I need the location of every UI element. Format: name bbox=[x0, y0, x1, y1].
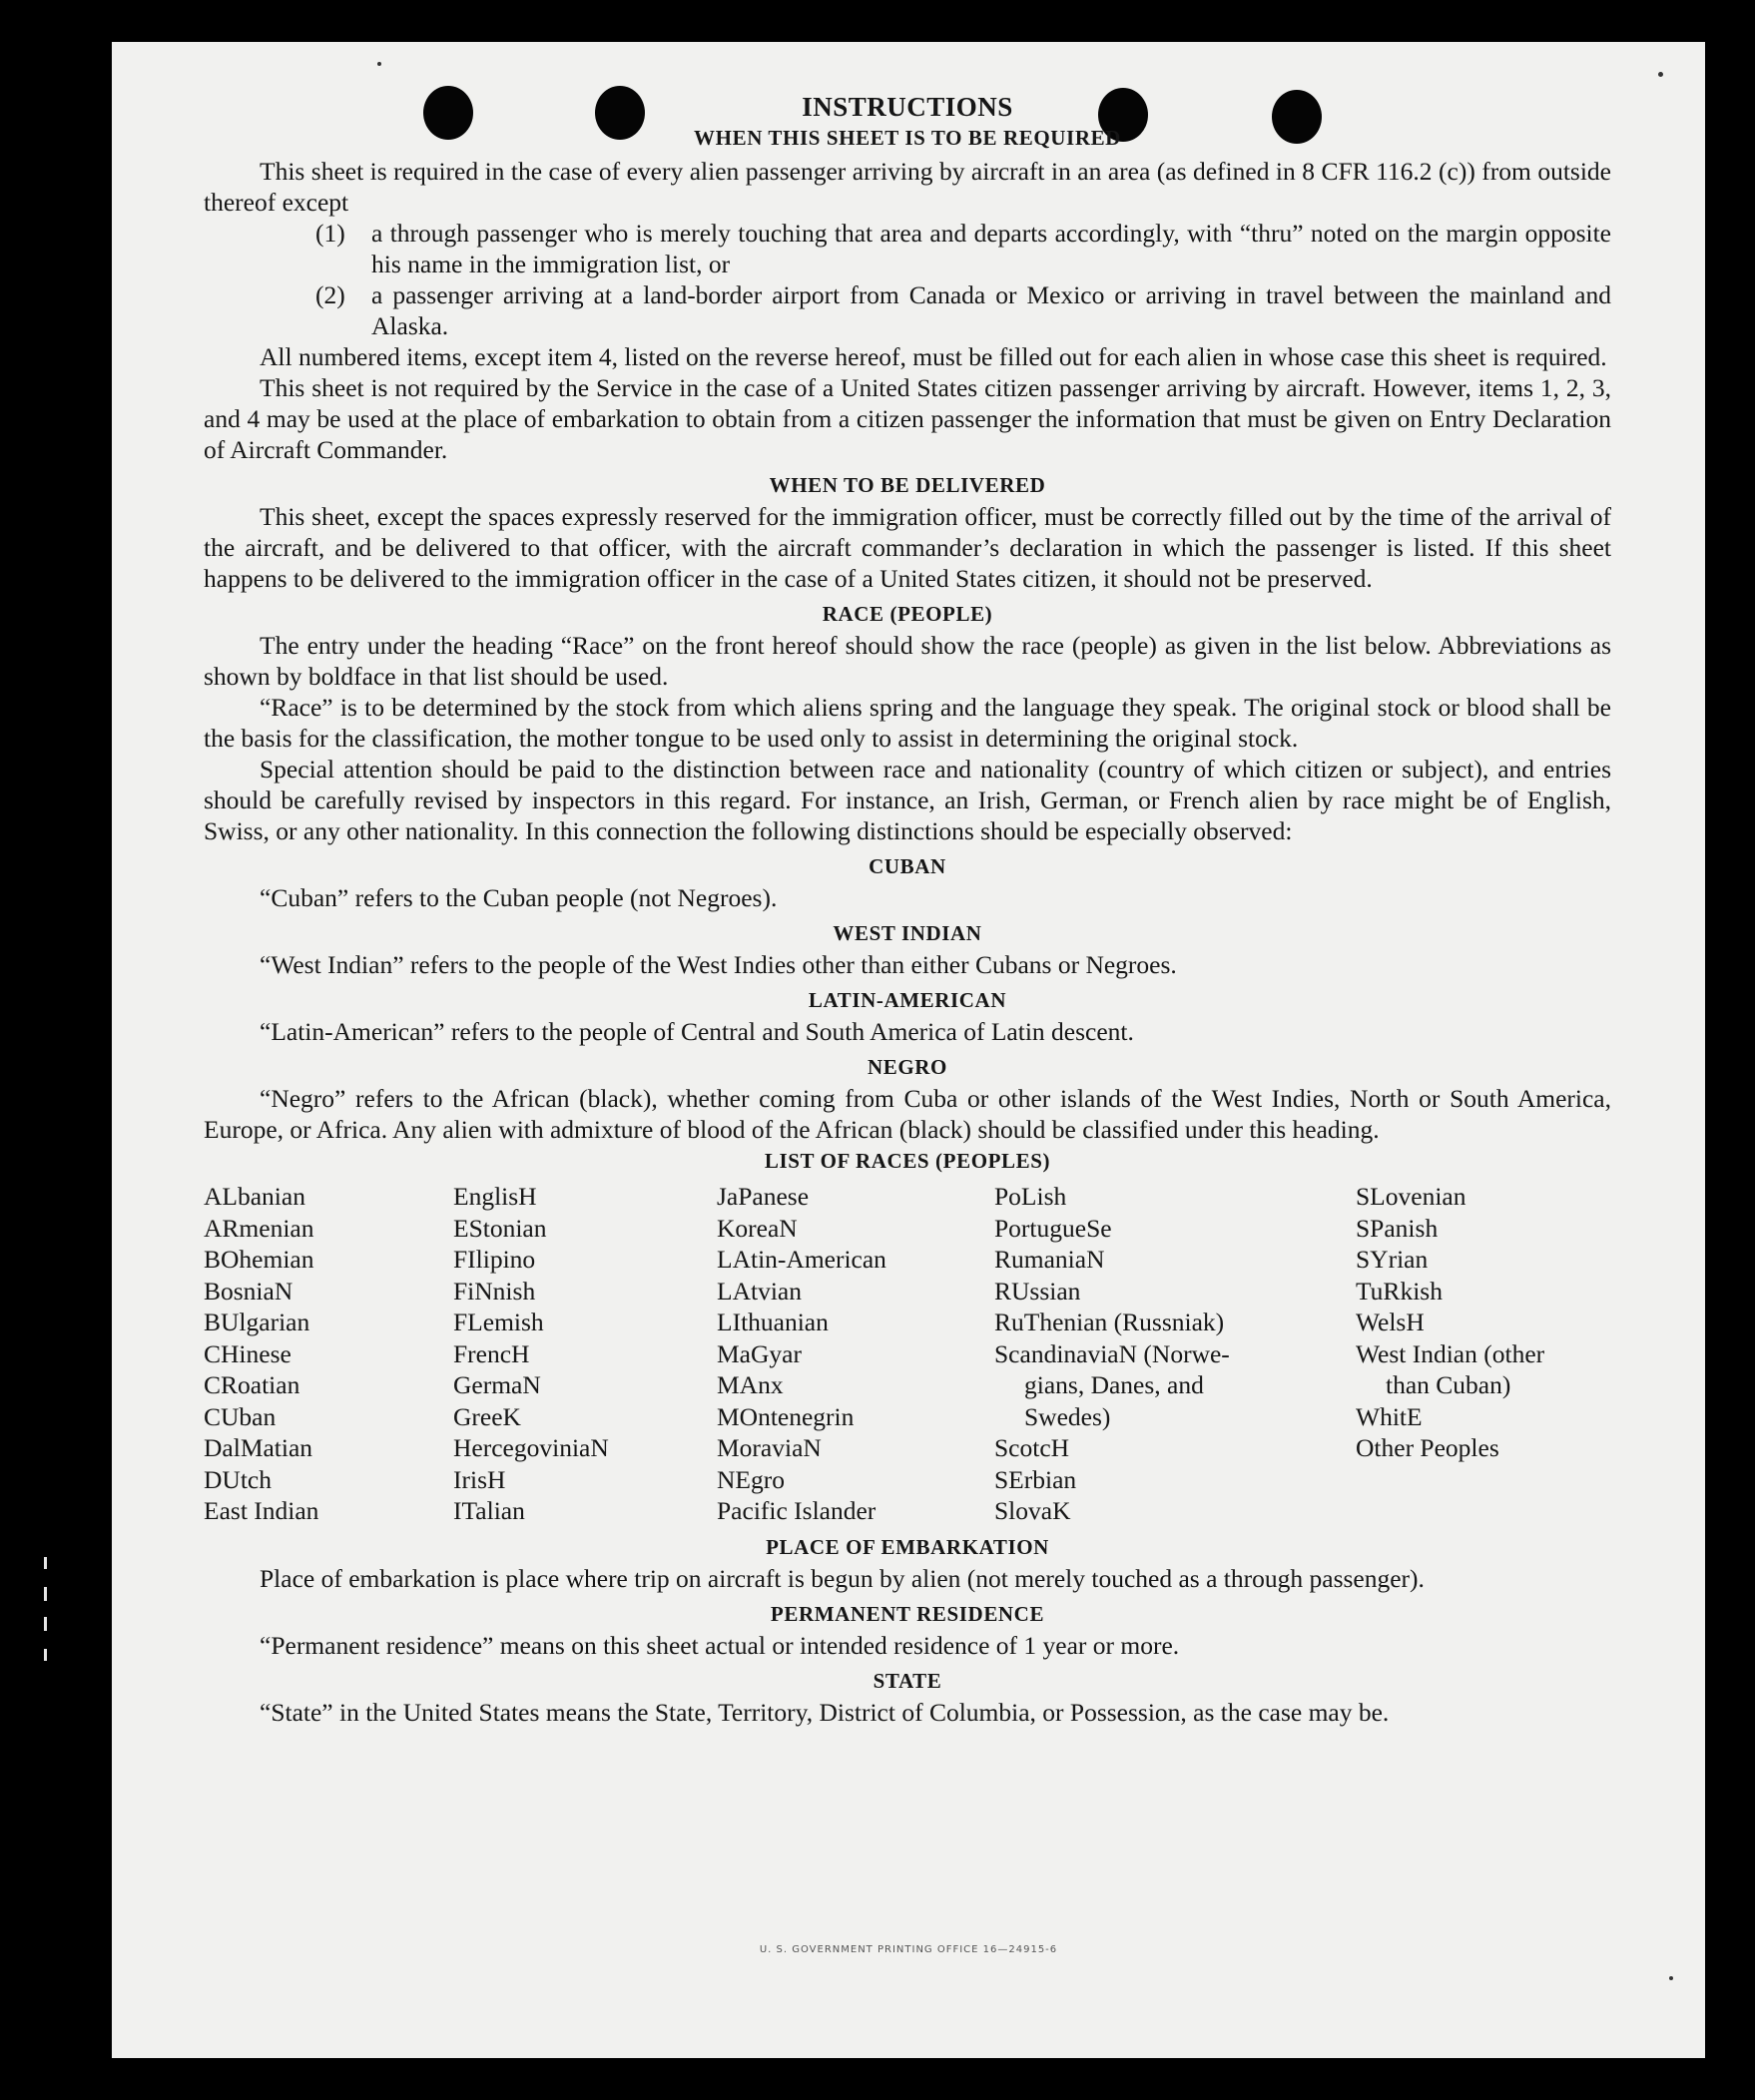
section-heading: PLACE OF EMBARKATION bbox=[766, 1534, 1049, 1559]
race-item: SlovaK bbox=[994, 1496, 1071, 1525]
race-item: West Indian (other bbox=[1356, 1338, 1545, 1368]
race-item: MoraviaN bbox=[717, 1433, 822, 1462]
race-item: ScotcH bbox=[994, 1433, 1070, 1462]
section-heading: LATIN-AMERICAN bbox=[808, 988, 1007, 1012]
race-item: RUssian bbox=[994, 1276, 1081, 1306]
race-item: LAtvian bbox=[717, 1276, 802, 1306]
race-column bbox=[453, 1181, 717, 1527]
race-item: DUtch bbox=[204, 1464, 272, 1494]
race-item: MaGyar bbox=[717, 1338, 802, 1368]
race-item: RuThenian (Russniak) bbox=[994, 1308, 1225, 1336]
race-item: ITalian bbox=[453, 1496, 525, 1525]
race-item: GermaN bbox=[453, 1370, 541, 1399]
paragraph: This sheet, except the spaces expressly reserved for the immigration officer, must be correctly filled out by the time of the arrival of the aircraft, and be delivered to that officer, with the aircraft commander’s declaration in which the passenger is listed. If this sheet happens to be delivered to the immigration officer in the case of a United States citizen, it should not be preserved. bbox=[204, 502, 1611, 593]
race-column bbox=[717, 1181, 994, 1527]
race-item: RumaniaN bbox=[994, 1245, 1105, 1274]
race-item: SLovenian bbox=[1356, 1182, 1466, 1211]
edge-mark bbox=[44, 1557, 47, 1569]
race-item: PoLish bbox=[994, 1182, 1067, 1211]
section-heading: WHEN THIS SHEET IS TO BE REQUIRED bbox=[694, 126, 1121, 150]
list-item: (2) a passenger arriving at a land-border airport from Canada or Mexico or arriving in travel between the mainland and Alaska. bbox=[315, 280, 1611, 340]
race-item: ARmenian bbox=[204, 1213, 314, 1243]
paragraph: “State” in the United States means the State, Territory, District of Columbia, or Possession, as the case may be. bbox=[260, 1697, 1390, 1727]
race-item: SPanish bbox=[1356, 1213, 1439, 1243]
race-item: WhitE bbox=[1356, 1401, 1423, 1431]
edge-mark bbox=[44, 1587, 47, 1601]
race-item: JaPanese bbox=[717, 1182, 810, 1211]
race-item: ScandinaviaN (Norwe- bbox=[994, 1338, 1230, 1368]
race-item: BosniaN bbox=[204, 1276, 293, 1306]
paragraph: All numbered items, except item 4, listed on the reverse hereof, must be filled out for each alien in whose case this sheet is required. bbox=[260, 342, 1607, 371]
race-item: MOntenegrin bbox=[717, 1401, 855, 1431]
speck bbox=[377, 62, 381, 66]
paragraph: Place of embarkation is place where trip on aircraft is begun by alien (not merely touched as a through passenger). bbox=[260, 1563, 1425, 1593]
race-item: GreeK bbox=[453, 1401, 521, 1431]
race-item: Pacific Islander bbox=[717, 1496, 877, 1525]
race-item: TuRkish bbox=[1356, 1276, 1443, 1306]
race-item: MAnx bbox=[717, 1370, 784, 1399]
paragraph: “Cuban” refers to the Cuban people (not Negroes). bbox=[260, 883, 778, 912]
race-column bbox=[994, 1181, 1356, 1527]
race-item: FIlipino bbox=[453, 1245, 536, 1274]
section-heading: NEGRO bbox=[867, 1055, 947, 1079]
paragraph: “Permanent residence” means on this sheet actual or intended residence of 1 year or more. bbox=[260, 1630, 1180, 1660]
race-item: gians, Danes, and bbox=[1024, 1370, 1204, 1399]
race-item: East Indian bbox=[204, 1496, 319, 1525]
paragraph: This sheet is not required by the Service in the case of a United States citizen passenger arriving by aircraft. However, items 1, 2, 3, and 4 may be used at the place of embarkation to obtain from a citizen passenger the information that must be given on Entry Declaration of Aircraft Commander. bbox=[204, 373, 1611, 464]
race-item: CUban bbox=[204, 1401, 277, 1431]
race-item: EStonian bbox=[453, 1213, 547, 1243]
race-item: PortugueSe bbox=[994, 1213, 1112, 1243]
race-item: FLemish bbox=[453, 1308, 544, 1336]
page-title: INSTRUCTIONS bbox=[802, 92, 1013, 122]
race-item: Swedes) bbox=[1024, 1401, 1111, 1431]
document-page bbox=[112, 42, 1705, 2058]
section-heading: WHEN TO BE DELIVERED bbox=[769, 473, 1046, 497]
race-item: SErbian bbox=[994, 1464, 1077, 1494]
race-item: SYrian bbox=[1356, 1245, 1429, 1274]
race-item: KoreaN bbox=[717, 1213, 798, 1243]
section-heading: STATE bbox=[873, 1668, 942, 1693]
race-item: Other Peoples bbox=[1356, 1433, 1499, 1462]
race-item: LIthuanian bbox=[717, 1308, 829, 1336]
instructions-body bbox=[204, 90, 1611, 1728]
race-list bbox=[204, 1181, 1611, 1527]
section-heading: LIST OF RACES (PEOPLES) bbox=[764, 1149, 1051, 1173]
paragraph: “Race” is to be determined by the stock from which aliens spring and the language they speak. The original stock or blood shall be the basis for the classification, the mother tongue to be used only to assist in determining the original stock. bbox=[204, 693, 1611, 753]
section-heading: WEST INDIAN bbox=[833, 921, 982, 945]
section-heading: CUBAN bbox=[869, 854, 946, 878]
race-item: ALbanian bbox=[204, 1182, 305, 1211]
race-item: DalMatian bbox=[204, 1433, 313, 1462]
paragraph: “Latin-American” refers to the people of Central and South America of Latin descent. bbox=[260, 1017, 1134, 1046]
race-item: CRoatian bbox=[204, 1370, 300, 1399]
list-item: (1) a through passenger who is merely touching that area and departs accordingly, with “thru” noted on the margin opposite his name in the immigration list, or bbox=[315, 219, 1611, 278]
speck bbox=[1669, 1976, 1673, 1980]
race-item: BUlgarian bbox=[204, 1308, 310, 1336]
paragraph: The entry under the heading “Race” on the front hereof should show the race (people) as given in the list below. Abbreviations as shown by boldface in that list should be used. bbox=[204, 631, 1611, 691]
race-item: CHinese bbox=[204, 1338, 292, 1368]
race-item: IrisH bbox=[453, 1464, 506, 1494]
printer-imprint: U. S. GOVERNMENT PRINTING OFFICE 16—24915-6 bbox=[759, 1944, 1058, 1955]
paragraph: “Negro” refers to the African (black), whether coming from Cuba or other islands of the West Indies, North or South America, Europe, or Africa. Any alien with admixture of blood of the African (black) should be classified under this heading. bbox=[204, 1084, 1611, 1144]
edge-mark bbox=[44, 1617, 47, 1631]
race-item: BOhemian bbox=[204, 1245, 314, 1274]
race-item: than Cuban) bbox=[1386, 1370, 1511, 1399]
race-item: LAtin-American bbox=[717, 1245, 886, 1274]
race-item: NEgro bbox=[717, 1464, 785, 1494]
race-item: FrencH bbox=[453, 1338, 530, 1368]
race-column bbox=[1356, 1181, 1611, 1527]
race-item: WelsH bbox=[1356, 1308, 1425, 1336]
race-item: HercegoviniaN bbox=[453, 1433, 609, 1462]
race-item: FiNnish bbox=[453, 1276, 536, 1306]
race-column bbox=[204, 1181, 453, 1527]
paragraph: Special attention should be paid to the distinction between race and nationality (country of which citizen or subject), and entries should be carefully revised by inspectors in this regard. For instance, an Irish, German, or French alien by race might be of English, Swiss, or any other nationality. In this connection the following distinctions should be especially observed: bbox=[204, 755, 1611, 845]
paragraph: This sheet is required in the case of every alien passenger arriving by aircraft in an area (as defined in 8 CFR 116.2 (c)) from outside thereof except bbox=[204, 157, 1611, 217]
edge-mark bbox=[44, 1649, 47, 1661]
speck bbox=[1658, 72, 1663, 77]
section-heading: RACE (PEOPLE) bbox=[822, 602, 993, 626]
section-heading: PERMANENT RESIDENCE bbox=[770, 1601, 1045, 1626]
paragraph: “West Indian” refers to the people of the West Indies other than either Cubans or Negroes. bbox=[260, 950, 1177, 979]
race-item: EnglisH bbox=[453, 1182, 537, 1211]
